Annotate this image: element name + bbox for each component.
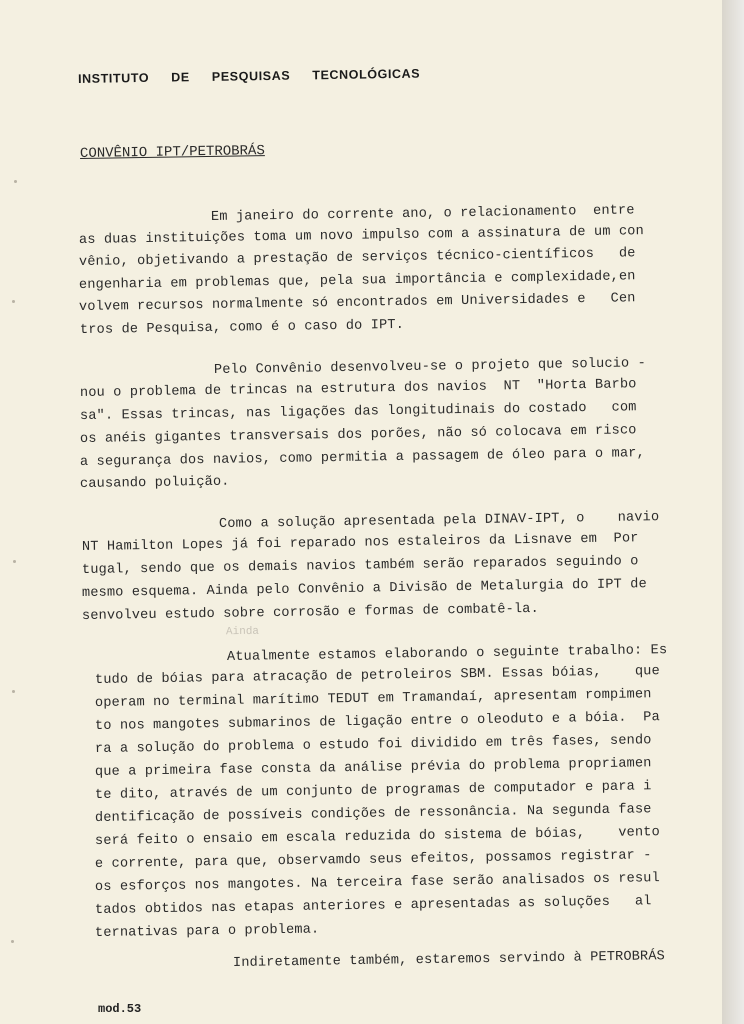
- header-word: PESQUISAS: [211, 68, 291, 84]
- text-line: dentificação de possíveis condições de ressonância. Na segunda fase: [94, 802, 652, 826]
- paper-speck: [12, 300, 15, 303]
- text-line: vênio, objetivando a prestação de serviços técnico-científicos de: [78, 246, 636, 270]
- header-word: DE: [171, 70, 190, 85]
- paper-speck: [11, 940, 14, 943]
- text-line: Como a solução apresentada pela DINAV-IPT, o navio: [218, 510, 660, 532]
- text-line: Pelo Convênio desenvolveu-se o projeto que solucio -: [213, 356, 647, 378]
- text-line: será feito o ensaio em escala reduzida do sistema de bóias, vento: [94, 825, 660, 849]
- text-line: e corrente, para que, observamdo seus efeitos, possamos registrar -: [94, 848, 652, 872]
- text-line: a segurança dos navios, como permitia a passagem de óleo para o mar,: [79, 446, 645, 470]
- text-line: nou o problema de trincas na estrutura dos navios NT "Horta Barbo: [79, 377, 637, 401]
- text-line: as duas instituições toma um novo impulso com a assinatura de um con: [78, 224, 644, 248]
- text-line: Atualmente estamos elaborando o seguinte trabalho: Es: [226, 643, 668, 665]
- paper-speck: [12, 690, 15, 693]
- scan-edge: [722, 0, 744, 1024]
- text-line: Em janeiro do corrente ano, o relacionamento entre: [210, 203, 635, 225]
- header-word: TECNOLÓGICAS: [312, 66, 421, 83]
- text-line: tugal, sendo que os demais navios também serão reparados seguindo o: [81, 554, 639, 578]
- text-line: Indiretamente também, estaremos servindo à PETROBRÁS: [232, 949, 666, 971]
- header-word: INSTITUTO: [77, 70, 150, 86]
- text-line: os esforços nos mangotes. Na terceira fase serão analisados os resul: [94, 871, 660, 895]
- text-line: tros de Pesquisa, como é o caso do IPT.: [79, 317, 405, 338]
- text-line: senvolveu estudo sobre corrosão e formas de combatê-la.: [81, 601, 539, 624]
- paper-speck: [13, 560, 16, 563]
- text-line: NT Hamilton Lopes já foi reparado nos estaleiros da Lisnave em Por: [81, 531, 639, 555]
- text-line: to nos mangotes submarinos de ligação entre o oleoduto e a bóia. Pa: [94, 710, 660, 734]
- text-line: mesmo esquema. Ainda pelo Convênio a Divisão de Metalurgia do IPT de: [81, 577, 647, 601]
- text-line: te dito, através de um conjunto de programas de computador e para i: [94, 779, 652, 803]
- faded-annotation: Ainda: [225, 625, 260, 639]
- paper-speck: [14, 180, 17, 183]
- document-title: CONVÊNIO IPT/PETROBRÁS: [79, 143, 265, 162]
- text-line: volvem recursos normalmente só encontrados em Universidades e Cen: [78, 291, 636, 315]
- text-line: engenharia em problemas que, pela sua importância e complexidade,en: [78, 269, 636, 293]
- text-line: tudo de bóias para atracação de petroleiros SBM. Essas bóias, que: [94, 664, 660, 688]
- text-line: que a primeira fase consta da análise prévia do problema propriamen: [94, 756, 652, 780]
- text-line: ternativas para o problema.: [94, 922, 320, 941]
- text-line: tados obtidos nas etapas anteriores e apresentadas as soluções al: [94, 894, 652, 918]
- text-line: operam no terminal marítimo TEDUT em Tramandaí, apresentam rompimen: [94, 687, 652, 711]
- text-line: ra a solução do problema o estudo foi dividido em três fases, sendo: [94, 733, 652, 757]
- form-code: mod.53: [98, 1002, 142, 1016]
- text-line: causando poluição.: [79, 474, 230, 492]
- text-line: os anéis gigantes transversais dos porões, não só colocava em risco: [79, 423, 637, 447]
- text-line: sa". Essas trincas, nas ligações das longitudinais do costado com: [79, 400, 637, 424]
